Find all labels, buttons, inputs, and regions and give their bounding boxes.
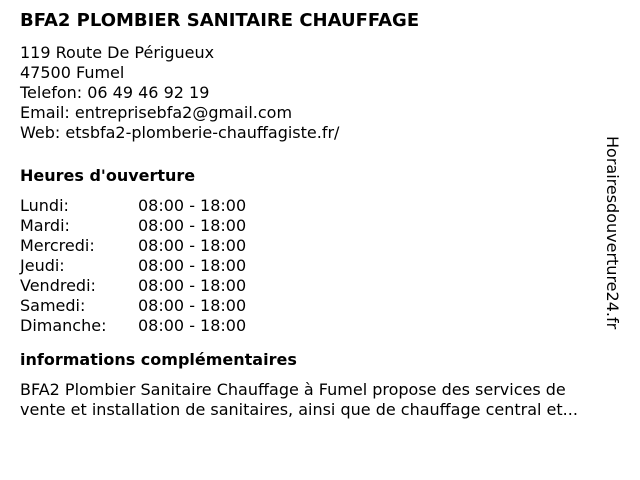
business-card <box>20 8 620 420</box>
hours-row <box>20 276 620 296</box>
hours-day: Mardi: <box>20 216 70 235</box>
phone-line: Telefon: 06 49 46 92 19 <box>20 83 210 102</box>
hours-row <box>20 296 620 316</box>
hours-day: Lundi: <box>20 196 69 215</box>
postal-city: 47500 Fumel <box>20 63 125 82</box>
hours-time: 08:00 - 18:00 <box>138 276 247 295</box>
email-line: Email: entreprisebfa2@gmail.com <box>20 103 293 122</box>
info-heading: informations complémentaires <box>20 350 297 369</box>
description-line: vente et installation de sanitaires, ainsi que de chauffage central et... <box>20 400 578 419</box>
watermark <box>602 136 622 346</box>
hours-heading: Heures d'ouverture <box>20 166 196 185</box>
hours-row <box>20 256 620 276</box>
address-block <box>20 43 620 143</box>
description <box>20 380 620 420</box>
hours-day: Vendredi: <box>20 276 96 295</box>
hours-day: Mercredi: <box>20 236 95 255</box>
hours-time: 08:00 - 18:00 <box>138 196 247 215</box>
watermark-text: Horairesdouverture24.fr <box>603 136 622 330</box>
business-name: BFA2 PLOMBIER SANITAIRE CHAUFFAGE <box>20 10 420 31</box>
hours-day: Samedi: <box>20 296 86 315</box>
hours-time: 08:00 - 18:00 <box>138 256 247 275</box>
hours-day: Jeudi: <box>20 256 65 275</box>
hours-time: 08:00 - 18:00 <box>138 236 247 255</box>
hours-row <box>20 236 620 256</box>
street-address: 119 Route De Périgueux <box>20 43 215 62</box>
web-line: Web: etsbfa2-plomberie-chauffagiste.fr/ <box>20 123 340 142</box>
hours-time: 08:00 - 18:00 <box>138 296 247 315</box>
hours-day: Dimanche: <box>20 316 107 335</box>
hours-row <box>20 196 620 216</box>
hours-time: 08:00 - 18:00 <box>138 316 247 335</box>
description-line: BFA2 Plombier Sanitaire Chauffage à Fumel propose des services de <box>20 380 566 399</box>
hours-time: 08:00 - 18:00 <box>138 216 247 235</box>
hours-row <box>20 316 620 336</box>
hours-table <box>20 196 620 336</box>
hours-row <box>20 216 620 236</box>
